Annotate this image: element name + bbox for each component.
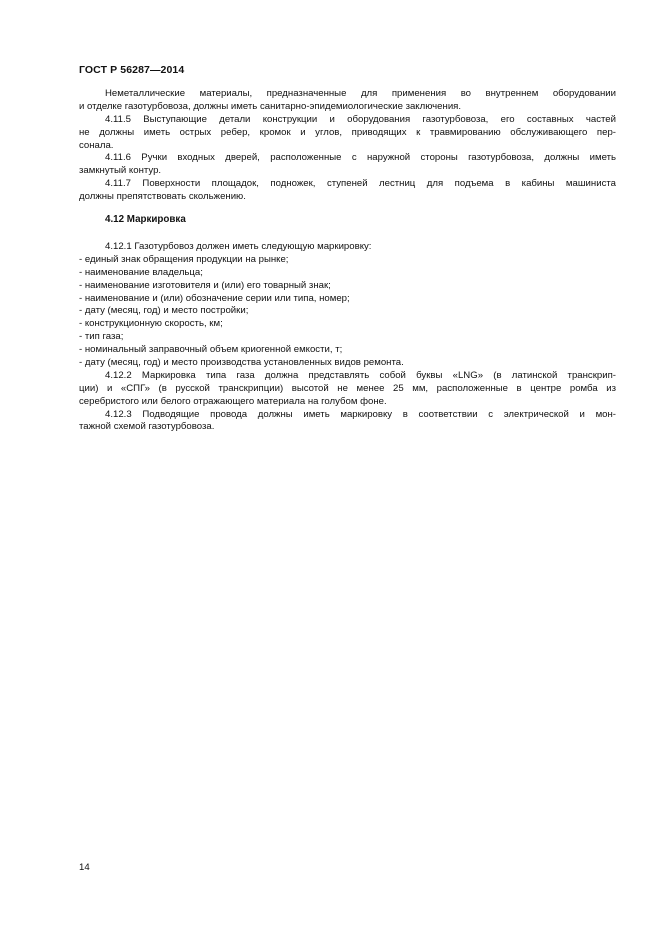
list-item: - конструкционную скорость, км; [79, 318, 223, 330]
text-line: тажной схемой газотурбовоза. [79, 421, 215, 433]
list-item: - дату (месяц, год) и место производства установленных видов ремонта. [79, 357, 404, 369]
list-item: - тип газа; [79, 331, 124, 343]
text-line: ции) и «СПГ» (в русской транскрипции) высотой не менее 25 мм, расположенные в центре ромба из [79, 382, 616, 394]
text-line: замкнутый контур. [79, 165, 162, 177]
text-line: сонала. [79, 139, 114, 151]
paragraph-group-4-12 [79, 241, 616, 434]
text-line: 4.11.6 Ручки входных дверей, расположенные с наружной стороны газотурбовоза, должны иметь [105, 152, 616, 164]
text-line: должны препятствовать скольжению. [79, 191, 246, 203]
standard-header: ГОСТ Р 56287—2014 [79, 64, 185, 76]
paragraph-group-4-11 [79, 88, 616, 204]
list-item: - наименование владельца; [79, 266, 203, 278]
section-heading: 4.12 Маркировка [105, 214, 186, 226]
text-line: серебристого или белого отражающего материала на голубом фоне. [79, 395, 387, 407]
list-item: - дату (месяц, год) и место постройки; [79, 305, 249, 317]
list-item: - единый знак обращения продукции на рынке; [79, 253, 289, 265]
text-line: 4.12.3 Подводящие провода должны иметь маркировку в соответствии с электрической и мон- [105, 408, 616, 420]
text-line: 4.12.1 Газотурбовоз должен иметь следующую маркировку: [105, 241, 372, 253]
text-line: и отделке газотурбовоза, должны иметь санитарно-эпидемиологические заключения. [79, 100, 462, 112]
text-line: 4.11.5 Выступающие детали конструкции и оборудования газотурбовоза, его составных частей [105, 113, 616, 125]
document-body [79, 88, 616, 434]
list-item: - номинальный заправочный объем криогенной емкости, т; [79, 344, 343, 356]
text-line: Неметаллические материалы, предназначенные для применения во внутреннем оборудовании [105, 88, 616, 99]
page-number: 14 [79, 862, 90, 873]
text-line: 4.11.7 Поверхности площадок, подножек, ступеней лестниц для подъема в кабины машиниста [105, 178, 616, 190]
list-item: - наименование и (или) обозначение серии или типа, номер; [79, 292, 350, 304]
list-item: - наименование изготовителя и (или) его товарный знак; [79, 279, 331, 291]
text-line: 4.12.2 Маркировка типа газа должна представлять собой буквы «LNG» (в латинской транскрип- [105, 369, 616, 381]
text-line: не должны иметь острых ребер, кромок и углов, приводящих к травмированию обслуживающего пер- [79, 126, 616, 138]
